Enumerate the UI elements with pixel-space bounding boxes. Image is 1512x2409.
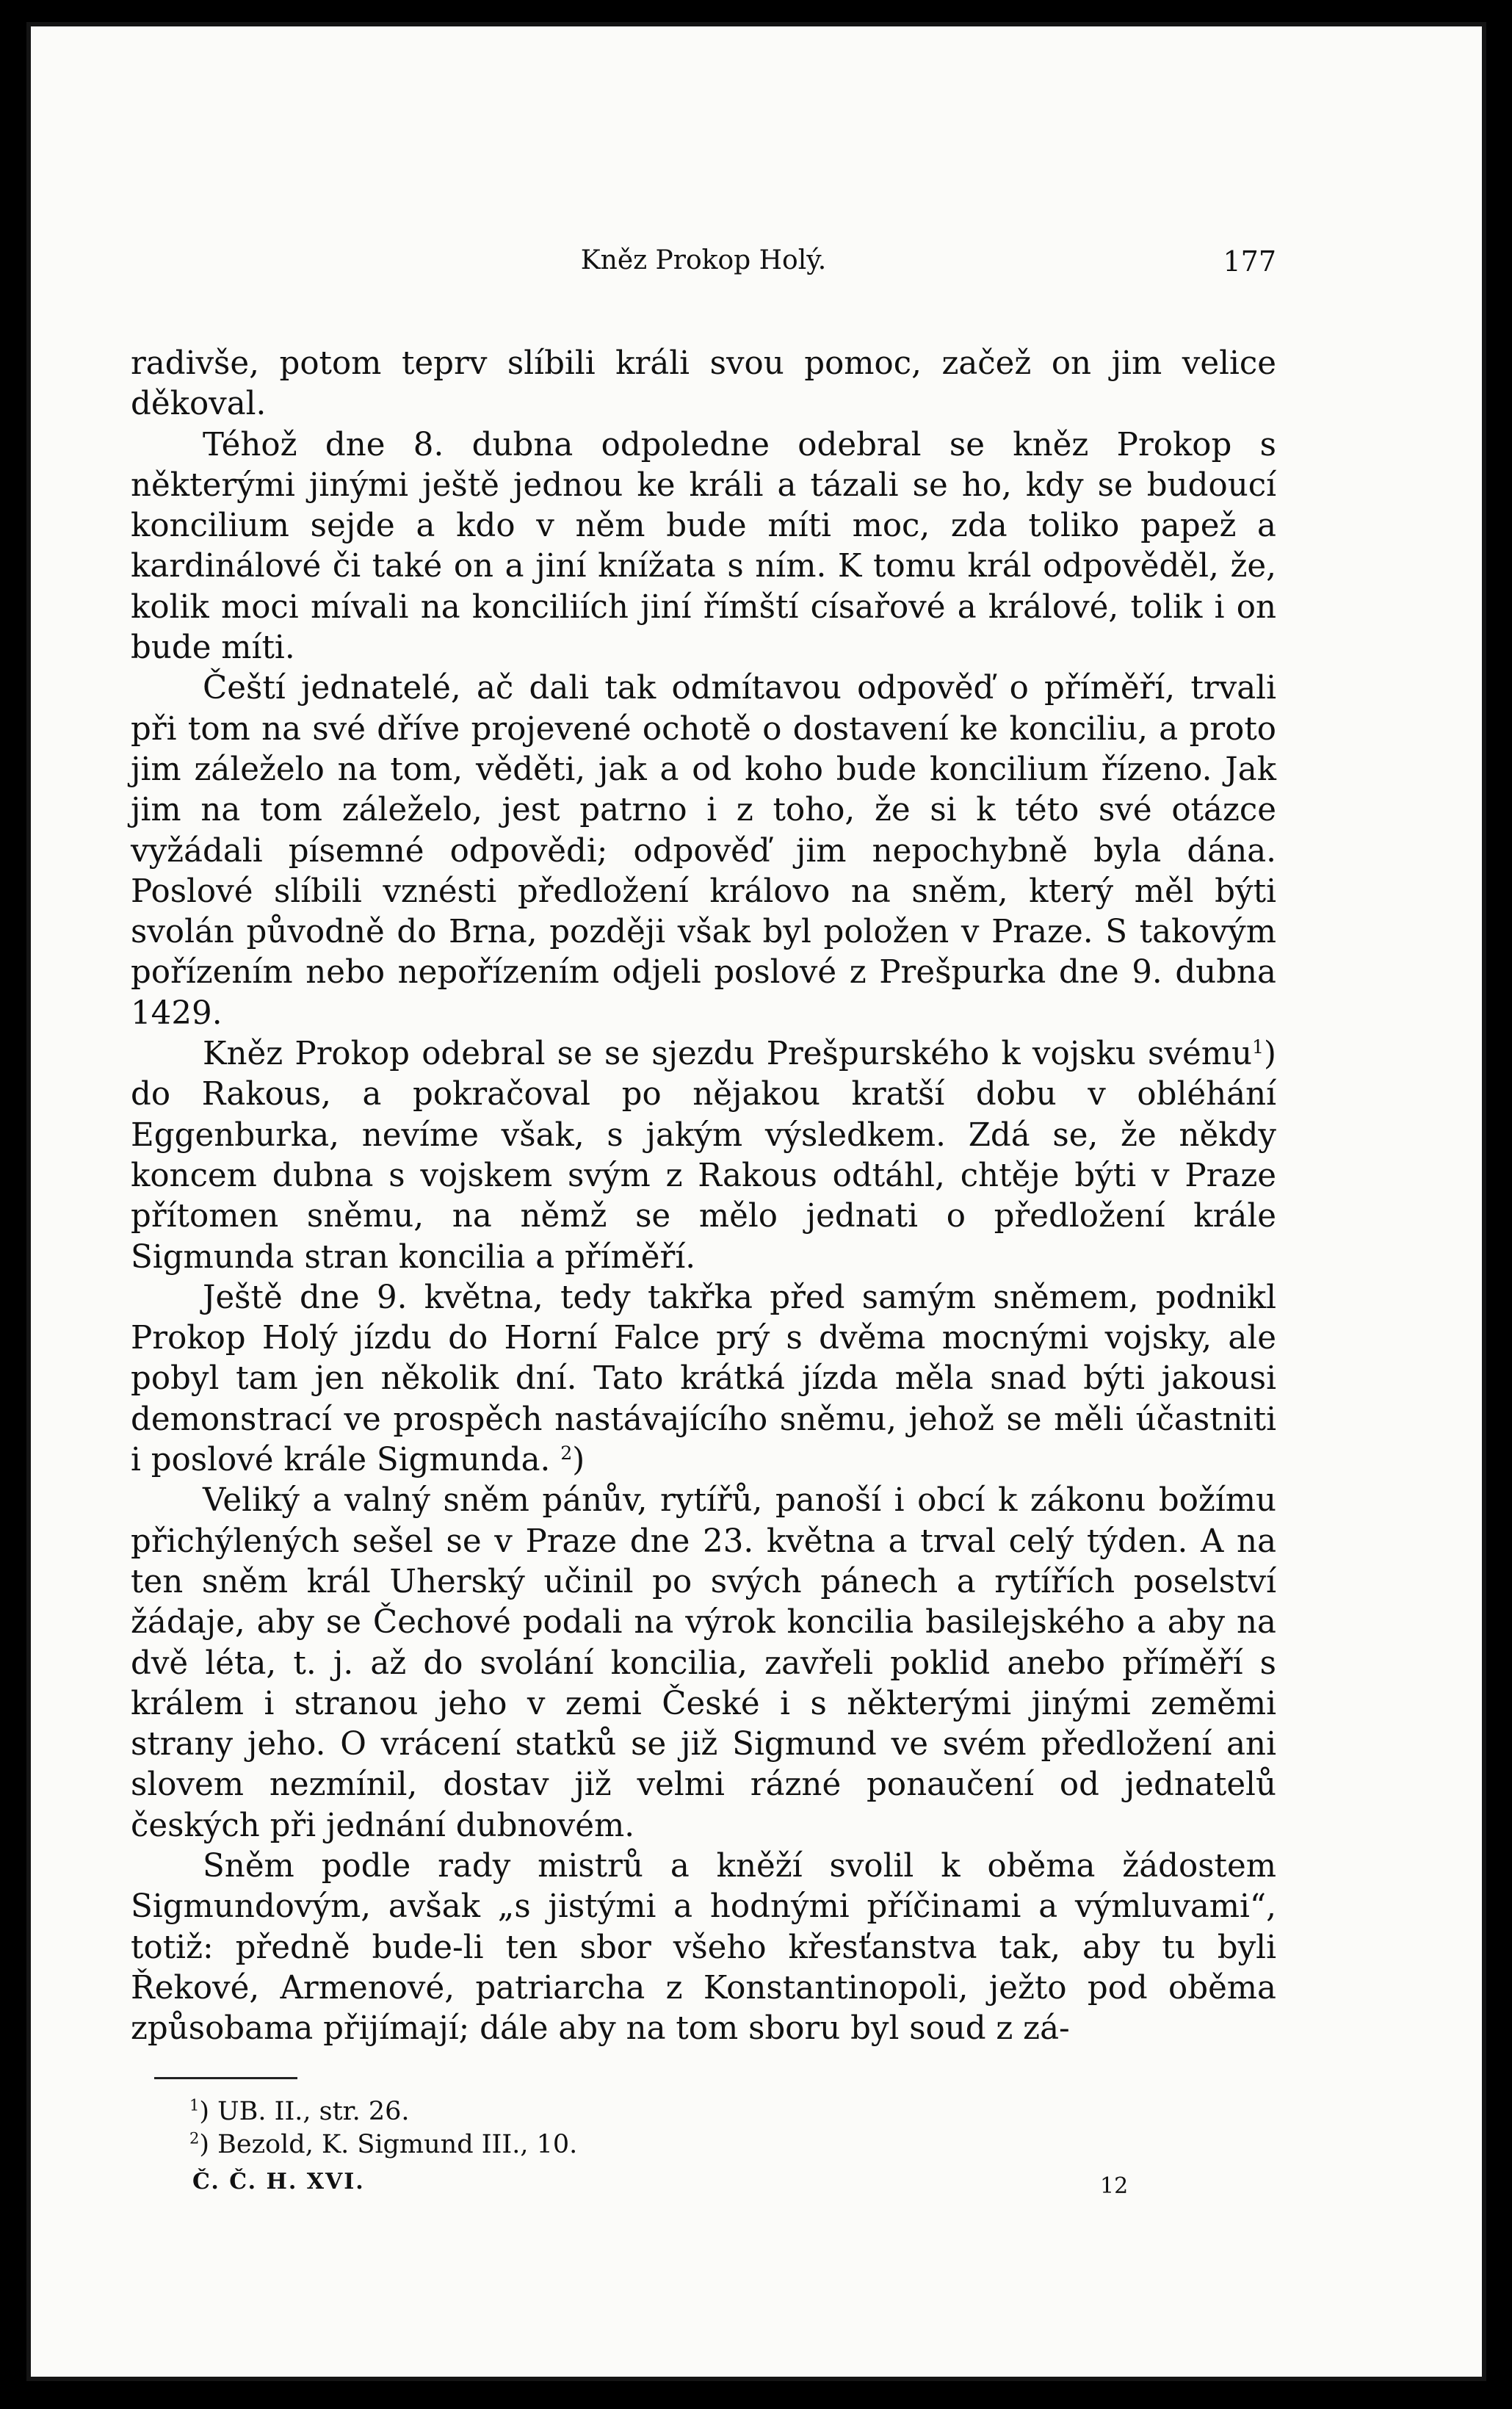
paragraph-4-text-before: Kněz Prokop odebral se se sjezdu Prešpurského k vojsku svému: [203, 1036, 1252, 1073]
footnote-rule: [154, 2077, 297, 2079]
footnote-2: [189, 2128, 1276, 2161]
footnote-2-text: ) Bezold, K. Sigmund III., 10.: [199, 2130, 578, 2160]
paragraph-1: radivše, potom teprv slíbili králi svou pomoc, začež on jim velice děkoval.: [131, 345, 1276, 423]
page-number: 177: [1223, 245, 1276, 278]
paragraph-5: [131, 1278, 1276, 1481]
signature-line: [131, 2169, 1276, 2206]
paragraph-5-text-before: Ještě dne 9. května, tedy takřka před samým sněmem, podnikl Prokop Holý jízdu do Horní Falce prý s dvěma mocnými vojsky, ale pobyl tam jen několik dní. Tato krátká jízda měla snad býti jakousi demonstrací ve prospěch nastávajícího sněmu, jehož se měli účastniti i poslové krále Sigmunda.: [131, 1279, 1276, 1479]
signature-mark: Č. Č. H. XVI.: [192, 2169, 365, 2195]
paragraph-4-text-after: ) do Rakous, a pokračoval po nějakou kratší dobu v obléhání Eggenburka, nevíme však, s jakým výsledkem. Zdá se, že někdy koncem dubna s vojskem svým z Rakous odtáhl, chtěje býti v Praze přítomen sněmu, na němž se mělo jednati o předložení krále Sigmunda stran koncilia a příměří.: [131, 1036, 1276, 1276]
sheet-number: 12: [1100, 2173, 1129, 2200]
running-head: [131, 245, 1276, 297]
footnotes: [131, 2095, 1276, 2161]
paragraph-6: Veliký a valný sněm pánův, rytířů, panoší i obcí k zákonu božímu přichýlených sešel se v Praze dne 23. května a trval celý týden. A na ten sněm král Uherský učinil po svých pánech a rytířích poselství žádaje, aby se Čechové podali na výrok koncilia basilejského a aby na dvě léta, t. j. až do svolání koncilia, zavřeli poklid anebo příměří s králem i stranou jeho v zemi České i s některými jinými zeměmi strany jeho. O vrácení statků se již Sigmund ve svém předložení ani slovem nezmínil, dostav již velmi rázné ponaučení od jednatelů českých při jednání dubnovém.: [131, 1482, 1276, 1844]
footnote-2-mark: 2: [189, 2129, 200, 2148]
paragraph-5-text-after: ): [572, 1442, 585, 1479]
footnote-reference-1: 1: [1251, 1036, 1265, 1058]
paragraph-3: Čeští jednatelé, ač dali tak odmítavou odpověď o příměří, trvali při tom na své dříve projevené ochotě o dostavení ke konciliu, a proto jim záleželo na tom, věděti, jak a od koho bude koncilium řízeno. Jak jim na tom záleželo, jest patrno i z toho, že si k této své otázce vyžádali písemné odpovědi; odpověď jim nepochybně byla dána. Poslové slíbili vznésti předložení královo na sněm, který měl býti svolán původně do Brna, později však byl položen v Praze. S takovým pořízením nebo nepořízením odjeli poslové z Prešpurka dne 9. dubna 1429.: [131, 670, 1276, 1032]
footnote-1-text: ) UB. II., str. 26.: [199, 2097, 410, 2127]
body-text: [131, 344, 1276, 2049]
book-page: [26, 22, 1486, 2381]
paragraph-7: Sněm podle rady mistrů a kněží svolil k oběma žádostem Sigmundovým, avšak „s jistými a hodnými příčinami a výmluvami“, totiž: předně bude-li ten sbor všeho křesťanstva tak, aby tu byli Řekové, Armenové, patriarcha z Konstantinopoli, ježto pod oběma způsobama přijímají; dále aby na tom sboru byl soud z zá-: [131, 1847, 1276, 2048]
footnote-1-mark: 1: [189, 2096, 200, 2114]
footnote-reference-2: 2: [560, 1442, 573, 1464]
running-head-title: Kněz Prokop Holý.: [580, 245, 827, 275]
paragraph-2: Téhož dne 8. dubna odpoledne odebral se kněz Prokop s některými jinými ještě jednou ke králi a tázali se ho, kdy se budoucí koncilium sejde a kdo v něm bude míti moc, zda toliko papež a kardinálové či také on a jiní knížata s ním. K tomu král odpověděl, že, kolik moci mívali na konciliích jiní římští císařové a králové, tolik i on bude míti.: [131, 426, 1276, 667]
paragraph-4: [131, 1034, 1276, 1278]
footnote-1: [189, 2095, 1276, 2128]
text-block: [131, 245, 1276, 2206]
